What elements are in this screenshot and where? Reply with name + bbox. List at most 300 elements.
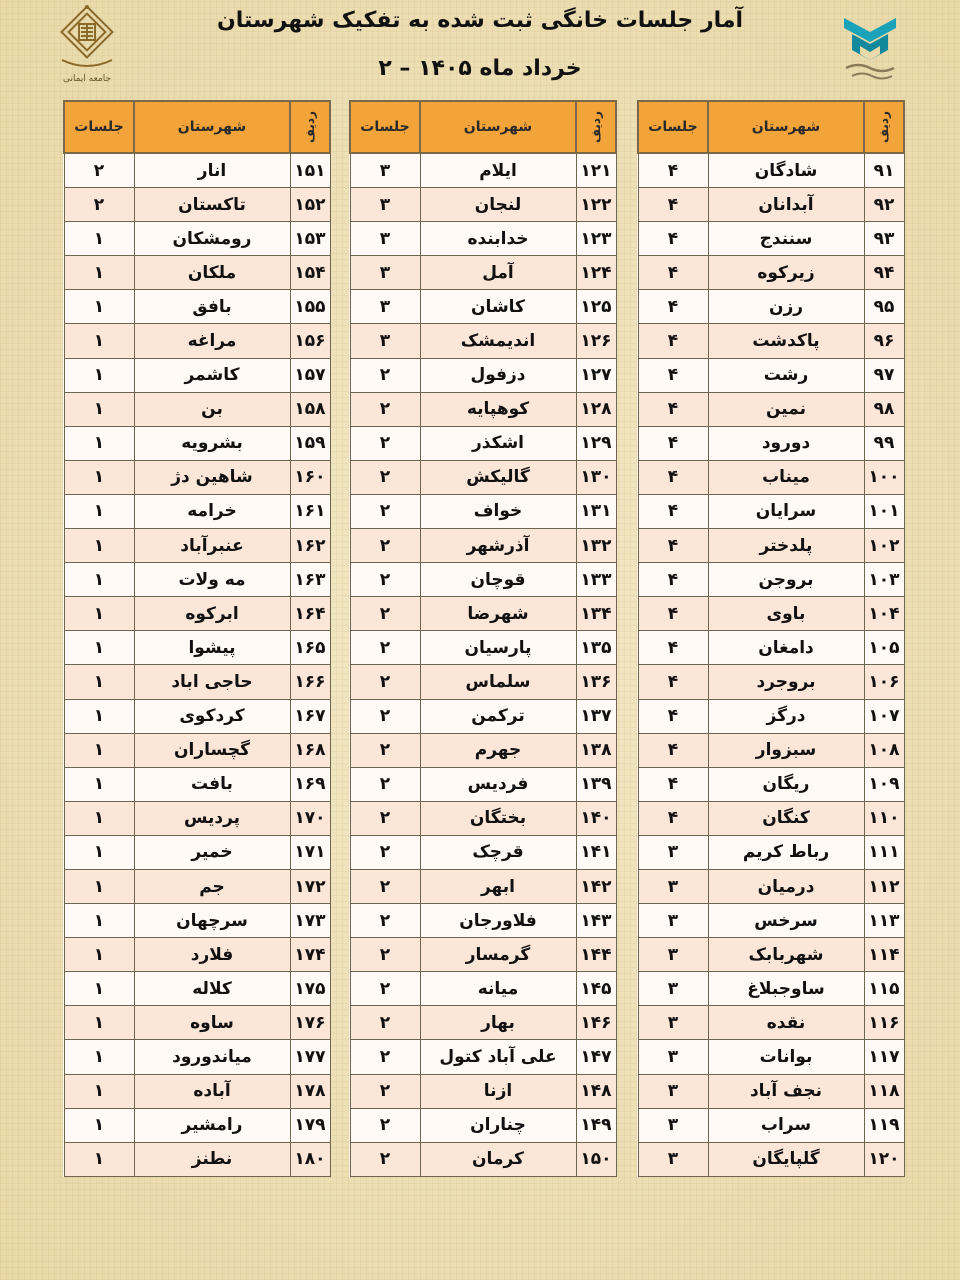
sessions-cell: ۲ [350, 494, 420, 528]
sessions-cell: ۳ [350, 153, 420, 188]
sessions-cell: ۱ [64, 392, 134, 426]
table-row [64, 631, 330, 665]
rank-cell: ۱۷۴ [290, 938, 330, 972]
sessions-cell: ۱ [64, 972, 134, 1006]
rank-cell: ۱۵۳ [290, 222, 330, 256]
sessions-cell: ۳ [350, 324, 420, 358]
table-header-row [638, 101, 904, 153]
sessions-cell: ۲ [350, 938, 420, 972]
city-cell: بهار [420, 1006, 576, 1040]
rank-cell: ۱۷۳ [290, 904, 330, 938]
table-ranks-151-180 [63, 100, 331, 1177]
sessions-cell: ۲ [350, 1040, 420, 1074]
city-cell: جهرم [420, 733, 576, 767]
city-cell: رباط کریم [708, 835, 864, 869]
rank-cell: ۱۶۱ [290, 494, 330, 528]
rank-cell: ۱۰۶ [864, 665, 904, 699]
city-cell: دزفول [420, 358, 576, 392]
rank-cell: ۱۳۰ [576, 460, 616, 494]
city-cell: بافق [134, 290, 290, 324]
sessions-cell: ۴ [638, 597, 708, 631]
rank-cell: ۱۶۰ [290, 460, 330, 494]
sessions-cell: ۳ [350, 290, 420, 324]
rank-cell: ۱۶۸ [290, 733, 330, 767]
city-cell: درمیان [708, 869, 864, 903]
table-row [64, 1006, 330, 1040]
city-cell: رشت [708, 358, 864, 392]
table-row [350, 426, 616, 460]
table-row [350, 1074, 616, 1108]
table-row [350, 153, 616, 188]
table-row [638, 256, 904, 290]
city-cell: ابرکوه [134, 597, 290, 631]
city-cell: شهرضا [420, 597, 576, 631]
table-row [638, 801, 904, 835]
sessions-cell: ۴ [638, 358, 708, 392]
city-cell: لنجان [420, 188, 576, 222]
city-cell: شهربابک [708, 938, 864, 972]
rank-cell: ۱۳۵ [576, 631, 616, 665]
table-header-row [350, 101, 616, 153]
rank-cell: ۱۴۳ [576, 904, 616, 938]
sessions-cell: ۴ [638, 460, 708, 494]
sessions-cell: ۳ [350, 256, 420, 290]
sessions-cell: ۳ [638, 972, 708, 1006]
city-cell: دامغان [708, 631, 864, 665]
table-row [350, 256, 616, 290]
rank-cell: ۱۲۷ [576, 358, 616, 392]
city-cell: رومشکان [134, 222, 290, 256]
rank-cell: ۱۷۰ [290, 801, 330, 835]
rank-cell: ۱۰۵ [864, 631, 904, 665]
city-cell: درگز [708, 699, 864, 733]
sessions-cell: ۱ [64, 665, 134, 699]
sessions-cell: ۲ [350, 699, 420, 733]
column-header-city: شهرستان [134, 101, 290, 153]
rank-cell: ۹۶ [864, 324, 904, 358]
sessions-cell: ۳ [350, 188, 420, 222]
rank-cell: ۱۲۰ [864, 1142, 904, 1176]
city-cell: فردیس [420, 767, 576, 801]
page-subtitle: خرداد ماه ۱۴۰۵ – ۲ [378, 56, 582, 81]
city-cell: بوانات [708, 1040, 864, 1074]
table-row [350, 188, 616, 222]
sessions-cell: ۱ [64, 767, 134, 801]
table-row [638, 290, 904, 324]
sessions-cell: ۲ [350, 597, 420, 631]
table-row [638, 153, 904, 188]
city-cell: اشکذر [420, 426, 576, 460]
table-row [350, 972, 616, 1006]
sessions-cell: ۲ [350, 1006, 420, 1040]
city-cell: ابهر [420, 869, 576, 903]
rank-cell: ۱۵۹ [290, 426, 330, 460]
table-row [638, 904, 904, 938]
sessions-cell: ۴ [638, 324, 708, 358]
rank-cell: ۱۵۲ [290, 188, 330, 222]
table-row [350, 1006, 616, 1040]
table-row [64, 835, 330, 869]
city-cell: میناب [708, 460, 864, 494]
sessions-cell: ۴ [638, 392, 708, 426]
sessions-cell: ۲ [64, 188, 134, 222]
sessions-cell: ۲ [350, 1108, 420, 1142]
table-row [638, 426, 904, 460]
city-cell: اندیمشک [420, 324, 576, 358]
rank-cell: ۱۴۵ [576, 972, 616, 1006]
city-cell: رامشیر [134, 1108, 290, 1142]
rank-cell: ۹۷ [864, 358, 904, 392]
city-cell: چناران [420, 1108, 576, 1142]
rank-cell: ۱۳۹ [576, 767, 616, 801]
rank-cell: ۹۸ [864, 392, 904, 426]
rank-cell: ۱۰۴ [864, 597, 904, 631]
sessions-cell: ۲ [350, 1142, 420, 1176]
rank-cell: ۱۳۷ [576, 699, 616, 733]
table-row [64, 699, 330, 733]
city-cell: فلاورجان [420, 904, 576, 938]
city-cell: بروجن [708, 563, 864, 597]
city-cell: آذرشهر [420, 529, 576, 563]
rank-cell: ۹۹ [864, 426, 904, 460]
rank-cell: ۱۲۲ [576, 188, 616, 222]
table-row [350, 904, 616, 938]
page-header [0, 0, 960, 98]
sessions-cell: ۳ [638, 904, 708, 938]
rank-cell: ۱۱۶ [864, 1006, 904, 1040]
table-row [638, 869, 904, 903]
city-cell: ساوجبلاغ [708, 972, 864, 1006]
sessions-cell: ۲ [350, 801, 420, 835]
sessions-cell: ۱ [64, 426, 134, 460]
rank-cell: ۱۶۲ [290, 529, 330, 563]
city-cell: گچساران [134, 733, 290, 767]
city-cell: آبدانان [708, 188, 864, 222]
sessions-cell: ۴ [638, 529, 708, 563]
city-cell: حاجی اباد [134, 665, 290, 699]
table-header-row [64, 101, 330, 153]
city-cell: نجف آباد [708, 1074, 864, 1108]
city-cell: ترکمن [420, 699, 576, 733]
rank-cell: ۱۱۲ [864, 869, 904, 903]
rank-cell: ۱۲۶ [576, 324, 616, 358]
table-row [638, 529, 904, 563]
sessions-cell: ۱ [64, 358, 134, 392]
city-cell: آباده [134, 1074, 290, 1108]
sessions-cell: ۲ [350, 358, 420, 392]
city-cell: بافت [134, 767, 290, 801]
sessions-cell: ۱ [64, 1074, 134, 1108]
rank-cell: ۹۲ [864, 188, 904, 222]
table-row [64, 1040, 330, 1074]
city-cell: خدابنده [420, 222, 576, 256]
sessions-cell: ۱ [64, 256, 134, 290]
table-row [64, 290, 330, 324]
table-row [350, 665, 616, 699]
city-cell: سراب [708, 1108, 864, 1142]
city-cell: تاکستان [134, 188, 290, 222]
city-cell: کردکوی [134, 699, 290, 733]
rank-cell: ۱۱۱ [864, 835, 904, 869]
table-row [638, 1040, 904, 1074]
column-header-rank: ردیف [290, 101, 330, 153]
column-header-sessions: جلسات [638, 101, 708, 153]
rank-cell: ۱۰۷ [864, 699, 904, 733]
table-row [638, 699, 904, 733]
foundation-logo-icon [838, 8, 902, 86]
table-row [350, 358, 616, 392]
city-cell: باوی [708, 597, 864, 631]
rank-cell: ۹۳ [864, 222, 904, 256]
sessions-cell: ۴ [638, 563, 708, 597]
rank-cell: ۱۰۱ [864, 494, 904, 528]
rank-cell: ۱۷۶ [290, 1006, 330, 1040]
city-cell: کلاله [134, 972, 290, 1006]
rank-cell: ۱۴۴ [576, 938, 616, 972]
sessions-cell: ۴ [638, 188, 708, 222]
table-row [350, 563, 616, 597]
city-cell: پردیس [134, 801, 290, 835]
rank-cell: ۱۱۰ [864, 801, 904, 835]
sessions-cell: ۱ [64, 324, 134, 358]
table-row [64, 1074, 330, 1108]
city-cell: سرایان [708, 494, 864, 528]
city-cell: سبزوار [708, 733, 864, 767]
table-row [64, 1142, 330, 1176]
table-row [350, 835, 616, 869]
rank-cell: ۱۵۵ [290, 290, 330, 324]
city-cell: ریگان [708, 767, 864, 801]
rank-cell: ۱۷۷ [290, 1040, 330, 1074]
city-cell: نمین [708, 392, 864, 426]
rank-cell: ۱۲۳ [576, 222, 616, 256]
table-row [638, 938, 904, 972]
city-cell: نطنز [134, 1142, 290, 1176]
sessions-cell: ۴ [638, 665, 708, 699]
city-cell: کوهپایه [420, 392, 576, 426]
sessions-cell: ۳ [638, 1040, 708, 1074]
sessions-cell: ۲ [350, 1074, 420, 1108]
rank-cell: ۱۱۹ [864, 1108, 904, 1142]
table-row [350, 324, 616, 358]
city-cell: دورود [708, 426, 864, 460]
table-row [638, 1074, 904, 1108]
city-cell: ساوه [134, 1006, 290, 1040]
rank-cell: ۱۲۴ [576, 256, 616, 290]
city-cell: قرچک [420, 835, 576, 869]
table-row [638, 972, 904, 1006]
rank-cell: ۱۸۰ [290, 1142, 330, 1176]
table-row [350, 222, 616, 256]
table-row [64, 153, 330, 188]
sessions-cell: ۴ [638, 426, 708, 460]
table-row [638, 494, 904, 528]
rank-cell: ۱۳۴ [576, 597, 616, 631]
sessions-cell: ۴ [638, 631, 708, 665]
sessions-cell: ۴ [638, 153, 708, 188]
city-cell: جم [134, 869, 290, 903]
city-cell: شادگان [708, 153, 864, 188]
city-cell: پیشوا [134, 631, 290, 665]
table-row [64, 529, 330, 563]
sessions-cell: ۳ [638, 1006, 708, 1040]
rank-cell: ۱۰۲ [864, 529, 904, 563]
rank-cell: ۱۴۲ [576, 869, 616, 903]
table-row [64, 597, 330, 631]
sessions-cell: ۱ [64, 597, 134, 631]
sessions-cell: ۱ [64, 290, 134, 324]
table-row [638, 324, 904, 358]
table-row [64, 222, 330, 256]
sessions-cell: ۲ [350, 426, 420, 460]
city-cell: شاهین دژ [134, 460, 290, 494]
sessions-cell: ۴ [638, 222, 708, 256]
rank-cell: ۱۷۲ [290, 869, 330, 903]
sessions-cell: ۲ [350, 733, 420, 767]
table-row [64, 869, 330, 903]
city-cell: بن [134, 392, 290, 426]
rank-cell: ۱۰۸ [864, 733, 904, 767]
city-cell: آمل [420, 256, 576, 290]
emblem-caption: جامعه ایمانی [62, 74, 112, 84]
sessions-cell: ۲ [350, 665, 420, 699]
rank-cell: ۱۵۷ [290, 358, 330, 392]
sessions-cell: ۴ [638, 767, 708, 801]
city-cell: فلارد [134, 938, 290, 972]
city-cell: سرچهان [134, 904, 290, 938]
sessions-cell: ۱ [64, 1040, 134, 1074]
sessions-cell: ۱ [64, 801, 134, 835]
sessions-cell: ۱ [64, 733, 134, 767]
rank-cell: ۱۴۹ [576, 1108, 616, 1142]
sessions-cell: ۲ [350, 835, 420, 869]
rank-cell: ۱۷۹ [290, 1108, 330, 1142]
rank-cell: ۱۵۶ [290, 324, 330, 358]
rank-cell: ۱۳۸ [576, 733, 616, 767]
table-row [638, 563, 904, 597]
rank-cell: ۱۵۴ [290, 256, 330, 290]
rank-cell: ۱۶۳ [290, 563, 330, 597]
city-cell: کنگان [708, 801, 864, 835]
sessions-cell: ۲ [350, 460, 420, 494]
rank-cell: ۱۳۱ [576, 494, 616, 528]
city-cell: رزن [708, 290, 864, 324]
city-cell: گالیکش [420, 460, 576, 494]
table-row [350, 1040, 616, 1074]
table-row [638, 1142, 904, 1176]
rank-cell: ۱۲۱ [576, 153, 616, 188]
city-cell: علی آباد کتول [420, 1040, 576, 1074]
city-cell: خرامه [134, 494, 290, 528]
table-row [350, 1142, 616, 1176]
city-cell: ازنا [420, 1074, 576, 1108]
rank-cell: ۱۱۵ [864, 972, 904, 1006]
sessions-cell: ۴ [638, 256, 708, 290]
table-row [64, 358, 330, 392]
city-cell: خمیر [134, 835, 290, 869]
sessions-cell: ۱ [64, 460, 134, 494]
table-row [350, 597, 616, 631]
sessions-cell: ۱ [64, 904, 134, 938]
table-row [64, 665, 330, 699]
city-cell: سرخس [708, 904, 864, 938]
column-header-rank: ردیف [864, 101, 904, 153]
table-row [638, 597, 904, 631]
rank-cell: ۱۷۸ [290, 1074, 330, 1108]
table-row [350, 392, 616, 426]
column-header-rank: ردیف [576, 101, 616, 153]
city-cell: نقده [708, 1006, 864, 1040]
table-row [64, 1108, 330, 1142]
sessions-cell: ۱ [64, 1142, 134, 1176]
rank-cell: ۱۰۹ [864, 767, 904, 801]
sessions-cell: ۱ [64, 835, 134, 869]
table-row [638, 767, 904, 801]
sessions-cell: ۱ [64, 1108, 134, 1142]
sessions-cell: ۲ [350, 631, 420, 665]
city-cell: پاکدشت [708, 324, 864, 358]
sessions-cell: ۳ [638, 1074, 708, 1108]
table-row [638, 358, 904, 392]
sessions-cell: ۲ [350, 904, 420, 938]
rank-cell: ۱۳۶ [576, 665, 616, 699]
city-cell: انار [134, 153, 290, 188]
sessions-cell: ۳ [638, 869, 708, 903]
table-ranks-91-120 [637, 100, 905, 1177]
rank-cell: ۱۶۴ [290, 597, 330, 631]
table-row [350, 494, 616, 528]
sessions-cell: ۲ [350, 563, 420, 597]
table-row [638, 188, 904, 222]
rank-cell: ۱۶۵ [290, 631, 330, 665]
sessions-cell: ۱ [64, 869, 134, 903]
rank-cell: ۱۰۳ [864, 563, 904, 597]
rank-cell: ۱۱۳ [864, 904, 904, 938]
table-row [350, 869, 616, 903]
table-row [638, 222, 904, 256]
rank-cell: ۱۵۱ [290, 153, 330, 188]
city-cell: میاندورود [134, 1040, 290, 1074]
city-cell: بختگان [420, 801, 576, 835]
rank-cell: ۹۵ [864, 290, 904, 324]
city-cell: بشرویه [134, 426, 290, 460]
table-row [64, 188, 330, 222]
sessions-cell: ۱ [64, 563, 134, 597]
table-row [350, 767, 616, 801]
city-cell: سلماس [420, 665, 576, 699]
column-header-sessions: جلسات [350, 101, 420, 153]
city-cell: زیرکوه [708, 256, 864, 290]
column-header-sessions: جلسات [64, 101, 134, 153]
sessions-cell: ۱ [64, 529, 134, 563]
city-cell: خواف [420, 494, 576, 528]
page-title: آمار جلسات خانگی ثبت شده به تفکیک شهرستان [216, 8, 744, 33]
rank-cell: ۱۲۹ [576, 426, 616, 460]
table-row [64, 256, 330, 290]
city-cell: گلپایگان [708, 1142, 864, 1176]
table-row [638, 665, 904, 699]
city-cell: بروجرد [708, 665, 864, 699]
table-row [64, 733, 330, 767]
sessions-cell: ۴ [638, 801, 708, 835]
column-header-city: شهرستان [708, 101, 864, 153]
city-cell: عنبرآباد [134, 529, 290, 563]
table-row [64, 494, 330, 528]
table-row [350, 699, 616, 733]
table-row [64, 972, 330, 1006]
table-row [64, 904, 330, 938]
table-ranks-121-150 [349, 100, 617, 1177]
